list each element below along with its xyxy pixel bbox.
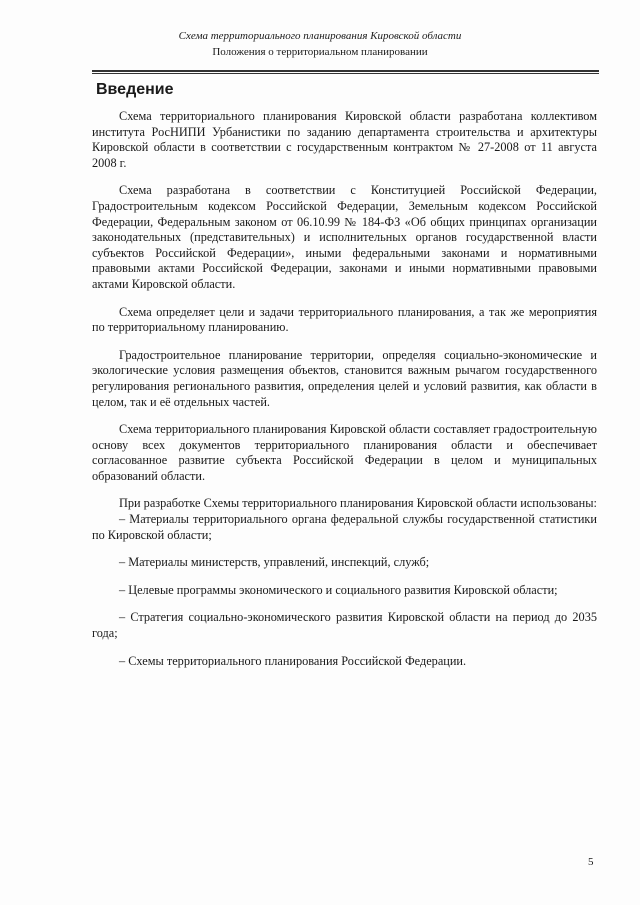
paragraph-4: Градостроительное планирование территории, определяя социально-экономические и экологические условия размещения объектов, становится важным рычагом государственного регулирования регионального развития, определения целей и условий развития, как области в целом, так и её отдельных частей. <box>92 347 597 409</box>
page-number: 5 <box>588 856 594 868</box>
paragraph-3: Схема определяет цели и задачи территориального планирования, а так же мероприятия по территориальному планированию. <box>92 304 597 335</box>
paragraph-5: Схема территориального планирования Кировской области составляет градостроительную основу всех документов территориального планирования области и обеспечивает согласованное развитие субъекта Российской Федерации в целом и муниципальных образований области. <box>92 422 597 483</box>
list-intro: При разработке Схемы территориального планирования Кировской области использованы: <box>119 496 597 511</box>
sources-list <box>92 512 597 669</box>
header-document-title: Схема территориального планирования Кировской области <box>178 30 462 42</box>
paragraph-2: Схема разработана в соответствии с Конституцией Российской Федерации, Градостроительным кодексом Российской Федерации, Земельным кодексом Российской Федерации, Федеральным законом от 06.10.99 № 184-ФЗ «Об общих принципах организации законодательных (представительных) и исполнительных органов государственной власти субъектов Российской Федерации», иными федеральными законами и нормативными правовыми актами Российской Федерации, законами и иными нормативными правовыми актами Кировской области. <box>92 183 597 291</box>
header-rule <box>92 70 599 74</box>
section-heading: Введение <box>96 81 174 98</box>
list-item: – Материалы территориального органа федеральной службы государственной статистики по Кировской области; <box>92 512 597 542</box>
list-item: – Целевые программы экономического и социального развития Кировской области; <box>119 582 558 597</box>
paragraph-1: Схема территориального планирования Кировской области разработана коллективом института РосНИПИ Урбанистики по заданию департамента строительства и архитектуры Кировской области в соответствии с государственным контрактом № 27-2008 от 11 августа 2008 г. <box>92 109 597 170</box>
list-item: – Схемы территориального планирования Российской Федерации. <box>119 653 467 668</box>
running-header <box>92 28 548 60</box>
list-item: – Материалы министерств, управлений, инспекций, служб; <box>119 555 430 570</box>
header-section-title: Положения о территориальном планировании <box>212 46 428 58</box>
body-text <box>92 109 597 681</box>
list-item: – Стратегия социально-экономического развития Кировской области на период до 2035 года; <box>92 610 597 641</box>
